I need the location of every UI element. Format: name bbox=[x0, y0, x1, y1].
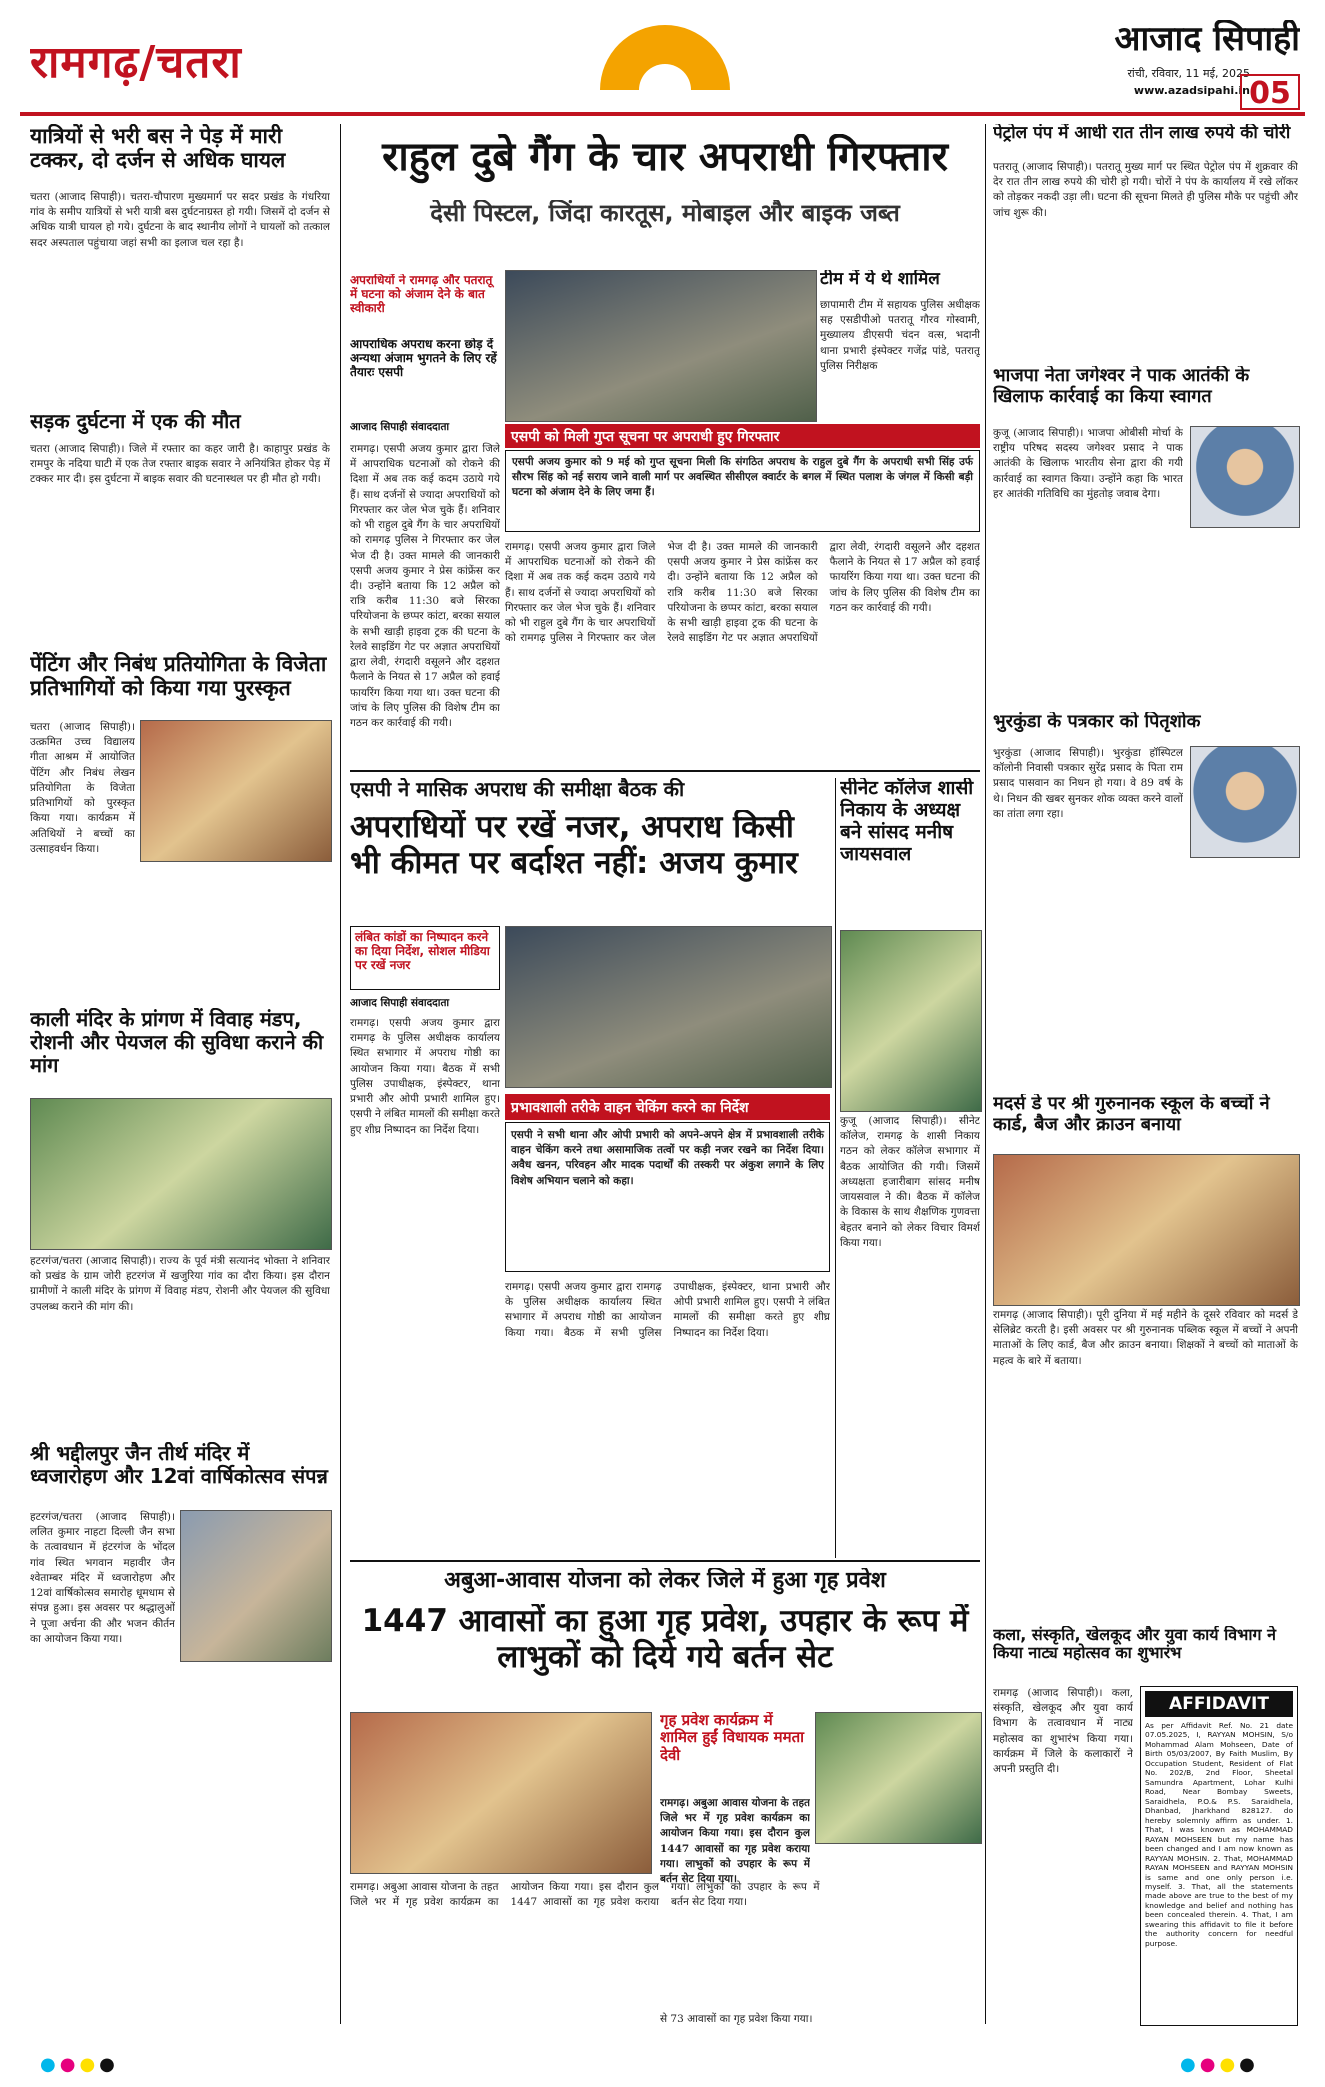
section-rule bbox=[350, 1560, 980, 1562]
article-headline: भुरकुंडा के पत्रकार को पितृशोक bbox=[993, 712, 1201, 732]
page-number: 05 bbox=[1240, 74, 1300, 110]
senate-headline: सीनेट कॉलेज शासी निकाय के अध्यक्ष बने सांसद मनीष जायसवाल bbox=[840, 778, 974, 865]
team-text: छापामारी टीम में सहायक पुलिस अधीक्षक सह एसडीपीओ पतरातू गौरव गोस्वामी, मुख्यालय डीएसपी चंदन वत्स, भदानी थाना प्रभारी इंस्पेक्टर गजेंद्र पांडे, पतरातू पुलिस निरीक्षक bbox=[820, 299, 980, 372]
lead-byline: आजाद सिपाही संवाददाता bbox=[350, 421, 450, 433]
team-title: टीम में ये थे शामिल bbox=[820, 270, 940, 289]
senate-photo bbox=[840, 930, 982, 1112]
awas-bar: गृह प्रवेश कार्यक्रम में शामिल हुईं विधायक ममता देवी bbox=[660, 1712, 805, 1764]
color-dots-right: ●●●● bbox=[1180, 2054, 1259, 2075]
section-title: रामगढ़/चतरा bbox=[30, 37, 242, 88]
red-caption: एसपी को मिली गुप्त सूचना पर अपराधी हुए गिरफ्तार bbox=[505, 424, 980, 448]
red-box: एसपी अजय कुमार को 9 मई को गुप्त सूचना मिली कि संगठित अपराध के राहुल दुबे गैंग के अपराधी सभी सिंह उर्फ सौरभ सिंह को नई सराय जाने वाली मार्ग पर अवस्थित सीसीएल क्वार्टर के बगल में स्थित पलाश के जंगल में किसी बड़ी घटना को अंजाम देने के लिए जमा हैं। bbox=[505, 450, 980, 532]
temple-photo bbox=[180, 1510, 332, 1662]
lead-sidebar: अपराधियों ने रामगढ़ और पतरातू में घटना को अंजाम देने के बात स्वीकारी bbox=[350, 274, 493, 315]
awas-tail: से 73 आवासों का गृह प्रवेश किया गया। bbox=[660, 2013, 813, 2025]
meeting-headline: अपराधियों पर रखें नजर, अपराध किसी भी कीमत पर बर्दाश्त नहीं: अजय कुमार bbox=[350, 810, 798, 881]
awas-photo bbox=[350, 1712, 652, 1874]
awas-text: रामगढ़। अबुआ आवास योजना के तहत जिले भर में गृह प्रवेश कार्यक्रम का आयोजन किया गया। इस दौरान कुल 1447 आवासों का गृह प्रवेश कराया गया। लाभुकों को उपहार के रूप में बर्तन सेट दिया गया। bbox=[660, 1797, 810, 1886]
arrest-photo bbox=[505, 270, 817, 422]
color-dots-left: ●●●● bbox=[40, 2054, 119, 2075]
article-headline: पेंटिंग और निबंध प्रतियोगिता के विजेता प्रतिभागियों को किया गया पुरस्कृत bbox=[30, 652, 327, 701]
meeting-photo bbox=[505, 926, 832, 1088]
column-divider bbox=[340, 124, 341, 2024]
mla-photo bbox=[815, 1712, 982, 1844]
article-headline: श्री भद्दीलपुर जैन तीर्थ मंदिर में ध्वजारोहण और 12वां वार्षिकोत्सव संपन्न bbox=[30, 1442, 328, 1488]
section-rule bbox=[350, 770, 980, 772]
article-text: कुजू (आजाद सिपाही)। भाजपा ओबीसी मोर्चा के राष्ट्रीय परिषद सदस्य जगेश्वर प्रसाद ने पाक आतंकी के खिलाफ भारतीय सेना द्वारा की गयी कार्रवाई का स्वागत किया। उन्होंने कहा कि भारत हर आतंकी गतिविधि का मुंहतोड़ जवाब देगा। bbox=[993, 427, 1183, 500]
lead-text: रामगढ़। एसपी अजय कुमार द्वारा जिले में आपराधिक घटनाओं को रोकने की दिशा में अब तक कई कदम उठाये गये हैं। साथ दर्जनों से ज्यादा अपराधियों को गिरफ्तार कर जेल भेज चुके हैं। शनिवार को भी राहुल दुबे गैंग के चार अपराधियों को रामगढ़ पुलिस ने गिरफ्तार कर जेल भेज दी है। उक्त मामले की जानकारी एसपी अजय कुमार ने प्रेस कांफ्रेंस कर दी। उन्होंने बताया कि 12 अप्रैल को रात्रि करीब 11:30 बजे सिरका परियोजना के छप्पर कांटा, बरका सयाल के सभी खाड़ी हाइवा ट्रक की घटना के रेलवे साइडिंग गेट पर अज्ञात अपराधियों द्वारा लेवी, रंगदारी वसूलने और दहशत फैलाने के नियत से 17 अप्रैल को हवाई फायरिंग किया गया था। उक्त घटना की जांच के लिए पुलिस की विशेष टीम का गठन कर कार्रवाई की गयी। bbox=[350, 443, 500, 729]
awas-kicker: अबुआ-आवास योजना को लेकर जिले में हुआ गृह प्रवेश bbox=[444, 1568, 886, 1593]
meeting-text: रामगढ़। एसपी अजय कुमार द्वारा रामगढ़ के पुलिस अधीक्षक कार्यालय स्थित सभागार में अपराध गोष्ठी का आयोजन किया गया। बैठक में सभी पुलिस उपाधीक्षक, इंस्पेक्टर, थाना प्रभारी और ओपी प्रभारी शामिल हुए। एसपी ने लंबित मामलों की समीक्षा करते हुए शीघ्र निष्पादन का निर्देश दिया। bbox=[350, 1017, 500, 1136]
article-text: हटरगंज/चतरा (आजाद सिपाही)। राज्य के पूर्व मंत्री सत्यानंद भोक्ता ने शनिवार को प्रखंड के ग्राम जोरी हटरगंज में खजुरिया गांव का दौरा किया। इस दौरान ग्रामीणों ने काली मंदिर के प्रांगण में विवाह मंडप, रोशनी और पेयजल की सुविधा उपलब्ध कराने की मांग की। bbox=[30, 1255, 330, 1313]
affidavit-title: AFFIDAVIT bbox=[1145, 1691, 1293, 1717]
school-photo bbox=[993, 1154, 1300, 1306]
lead-sidebar: आपराधिक अपराध करना छोड़ दें अन्यथा अंजाम भुगतने के लिए रहें तैयारः एसपी bbox=[350, 338, 497, 379]
article-text: चतरा (आजाद सिपाही)। जिले में रफ्तार का कहर जारी है। काहापुर प्रखंड के रामपुर के नदिया घाटी में एक तेज रफ्तार बाइक सवार ने अनियंत्रित होकर पेड़ में टक्कर मार दी। इस दुर्घटना में बाइक सवार की घटनास्थल पर ही मौत हो गयी। bbox=[30, 443, 330, 486]
awas-text-continued: रामगढ़। अबुआ आवास योजना के तहत जिले भर में गृह प्रवेश कार्यक्रम का आयोजन किया गया। इस दौरान कुल 1447 आवासों का गृह प्रवेश कराया गया। लाभुकों को उपहार के रूप में बर्तन सेट दिया गया। bbox=[350, 1881, 820, 1909]
article-text: रामगढ़ (आजाद सिपाही)। पूरी दुनिया में मई महीने के दूसरे रविवार को मदर्स डे सेलिब्रेट करती है। इसी अवसर पर श्री गुरुनानक पब्लिक स्कूल में बच्चों ने अपनी माताओं के लिए कार्ड, बैज और क्राउन बनाया। शिक्षकों ने बच्चों को माताओं के महत्व के बारे में बताया। bbox=[993, 1309, 1298, 1367]
column-divider bbox=[985, 124, 986, 2024]
sun-logo bbox=[590, 10, 740, 90]
article-text: भुरकुंडा (आजाद सिपाही)। भुरकुंडा हॉस्पिटल कॉलोनी निवासी पत्रकार सुरेंद्र प्रसाद के पिता राम प्रसाद पासवान का निधन हो गया। वे 89 वर्ष के थे। निधन की खबर सुनकर शोक व्यक्त करने वालों का तांता लगा रहा। bbox=[993, 747, 1183, 820]
meeting-text-continued: रामगढ़। एसपी अजय कुमार द्वारा रामगढ़ के पुलिस अधीक्षक कार्यालय स्थित सभागार में अपराध गोष्ठी का आयोजन किया गया। बैठक में सभी पुलिस उपाधीक्षक, इंस्पेक्टर, थाना प्रभारी और ओपी प्रभारी शामिल हुए। एसपी ने लंबित मामलों की समीक्षा करते हुए शीघ्र निष्पादन का निर्देश दिया। bbox=[505, 1281, 830, 1339]
village-photo bbox=[30, 1098, 332, 1250]
affidavit-text: As per Affidavit Ref. No. 21 date 07.05.2025, I, RAYYAN MOHSIN, S/o Mohammad Alam Mohseen, Date of Birth 05/03/2007, By Faith Muslim, By Occupation Student, Resident of Flat No. 202/B, 2nd Floor, Sheetal Samundra Apartment, Lohar Kulhi Road, Near Bombay Sweets, Saraidhela, P.O.& P.S. Saraidhela, Dhanbad, Jharkhand 828127. do hereby solemnly affirm as under. 1. That, I was known as MOHAMMAD RAYAN MOHSEEN but my name has been changed and I am now known as RAYYAN MOHSIN. 2. That, MOHAMMAD RAYAN MOHSEEN and RAYYAN MOHSIN is same and one only person i.e. myself. 3. That, all the statements made above are true to the best of my knowledge and belief and nothing has been concealed therein. 4. That, I am swearing this affidavit to file it before the authority concern for needful purpose. bbox=[1145, 1721, 1293, 1948]
masthead-logo: आजाद सिपाही bbox=[1114, 20, 1300, 59]
article-headline: पेट्रोल पंप में आधी रात तीन लाख रुपये की चोरी bbox=[993, 124, 1291, 143]
obituary-portrait bbox=[1190, 746, 1300, 858]
header-rule bbox=[20, 112, 1305, 116]
lead-text-continued: रामगढ़। एसपी अजय कुमार द्वारा जिले में आपराधिक घटनाओं को रोकने की दिशा में अब तक कई कदम उठाये गये हैं। साथ दर्जनों से ज्यादा अपराधियों को गिरफ्तार कर जेल भेज चुके हैं। शनिवार को भी राहुल दुबे गैंग के चार अपराधियों को रामगढ़ पुलिस ने गिरफ्तार कर जेल भेज दी है। उक्त मामले की जानकारी एसपी अजय कुमार ने प्रेस कांफ्रेंस कर दी। उन्होंने बताया कि 12 अप्रैल को रात्रि करीब 11:30 बजे सिरका परियोजना के छप्पर कांटा, बरका सयाल के सभी खाड़ी हाइवा ट्रक की घटना के रेलवे साइडिंग गेट पर अज्ञात अपराधियों द्वारा लेवी, रंगदारी वसूलने और दहशत फैलाने के नियत से 17 अप्रैल को हवाई फायरिंग किया गया था। उक्त घटना की जांच के लिए पुलिस की विशेष टीम का गठन कर कार्रवाई की गयी। bbox=[505, 541, 980, 645]
article-headline: मदर्स डे पर श्री गुरुनानक स्कूल के बच्चों ने कार्ड, बैज और क्राउन बनाया bbox=[993, 1094, 1270, 1135]
article-headline: सड़क दुर्घटना में एक की मौत bbox=[30, 410, 241, 433]
article-text: हटरगंज/चतरा (आजाद सिपाही)। ललित कुमार नाहटा दिल्ली जैन सभा के तत्वावधान में हंटरगंज के भोंदल गांव स्थित भगवान महावीर जैन श्वेताम्बर मंदिर में ध्वजारोहण और 12वां वार्षिकोत्सव समारोह धूमधाम से संपन्न हुआ। इस अवसर पर श्रद्धालुओं ने पूजा अर्चना की और भजन कीर्तन का आयोजन किया गया। bbox=[30, 1511, 175, 1645]
article-headline: यात्रियों से भरी बस ने पेड़ में मारी टक्कर, दो दर्जन से अधिक घायल bbox=[30, 124, 286, 173]
article-headline: काली मंदिर के प्रांगण में विवाह मंडप, रोशनी और पेयजल की सुविधा कराने की मांग bbox=[30, 1008, 324, 1077]
article-text: पतरातू (आजाद सिपाही)। पतरातू मुख्य मार्ग पर स्थित पेट्रोल पंप में शुक्रवार की देर रात तीन लाख रुपये की चोरी हो गयी। चोरों ने पंप के कार्यालय में रखे लॉकर को तोड़कर नकदी उड़ा ली। घटना की सूचना मिलते ही पुलिस मौके पर पहुंची और जांच शुरू की। bbox=[993, 161, 1298, 219]
vehicle-box: एसपी ने सभी थाना और ओपी प्रभारी को अपने-अपने क्षेत्र में प्रभावशाली तरीके वाहन चेकिंग करने तथा असामाजिक तत्वों पर कड़ी नजर रखने का निर्देश दिया। अवैध खनन, परिवहन और मादक पदार्थों की तस्करी पर अंकुश लगाने के लिए विशेष अभियान चलाने को कहा। bbox=[505, 1122, 830, 1272]
lead-headline: राहुल दुबे गैंग के चार अपराधी गिरफ्तार bbox=[382, 134, 948, 180]
dateline: रांची, रविवार, 11 मई, 2025 bbox=[1127, 67, 1250, 80]
website[interactable]: www.azadsipahi.in bbox=[1133, 84, 1250, 97]
lead-subhead: देसी पिस्टल, जिंदा कारतूस, मोबाइल और बाइक जब्त bbox=[430, 200, 900, 227]
senate-text: कुजू (आजाद सिपाही)। सीनेट कॉलेज, रामगढ़ के शासी निकाय गठन को लेकर कॉलेज सभागार में बैठक आयोजित की गयी। जिसमें अध्यक्षता हजारीबाग सांसद मनीष जायसवाल ने की। बैठक में कॉलेज के विकास के साथ शैक्षणिक गुणवत्ता बेहतर बनाने को लेकर विचार विमर्श किया गया। bbox=[840, 1115, 980, 1249]
column-divider bbox=[835, 778, 836, 1558]
meeting-kicker: एसपी ने मासिक अपराध की समीक्षा बैठक की bbox=[350, 778, 685, 801]
article-text: चतरा (आजाद सिपाही)। चतरा-चौपारण मुख्यमार्ग पर सदर प्रखंड के गंधरिया गांव के समीप यात्रियों से भरी यात्री बस दुर्घटनाग्रस्त हो गयी। जिसमें दो दर्जन से अधिक यात्री घायल हो गये। दुर्घटना के बाद स्थानीय लोगों ने घायलों को तत्काल सदर अस्पताल पहुंचाया जहां सभी का इलाज चल रहा है। bbox=[30, 191, 330, 249]
article-headline: भाजपा नेता जगेश्वर ने पाक आतंकी के खिलाफ कार्रवाई का किया स्वागत bbox=[993, 366, 1250, 407]
affidavit-box bbox=[1140, 1686, 1298, 2026]
meeting-byline: आजाद सिपाही संवाददाता bbox=[350, 997, 450, 1009]
awas-headline: 1447 आवासों का हुआ गृह प्रवेश, उपहार के रूप में लाभुकों को दिये गये बर्तन सेट bbox=[361, 1604, 969, 1675]
vehicle-bar: प्रभावशाली तरीके वाहन चेकिंग करने का निर्देश bbox=[505, 1094, 830, 1120]
prize-photo bbox=[140, 720, 332, 862]
leader-portrait bbox=[1190, 426, 1300, 528]
article-text: चतरा (आजाद सिपाही)। उत्क्रमित उच्च विद्यालय गीता आश्रम में आयोजित पेंटिंग और निबंध लेखन प्रतियोगिता के विजेता प्रतिभागियों को पुरस्कृत किया गया। कार्यक्रम में अतिथियों ने बच्चों का उत्साहवर्धन किया। bbox=[30, 721, 135, 855]
meeting-note: लंबित कांडों का निष्पादन करने का दिया निर्देश, सोशल मीडिया पर रखें नजर bbox=[350, 926, 500, 990]
article-headline: कला, संस्कृति, खेलकूद और युवा कार्य विभाग ने किया नाट्य महोत्सव का शुभारंभ bbox=[993, 1626, 1277, 1663]
article-text: रामगढ़ (आजाद सिपाही)। कला, संस्कृति, खेलकूद और युवा कार्य विभाग के तत्वावधान में नाट्य महोत्सव का शुभारंभ किया गया। कार्यक्रम में जिले के कलाकारों ने अपनी प्रस्तुति दी। bbox=[993, 1687, 1133, 1776]
